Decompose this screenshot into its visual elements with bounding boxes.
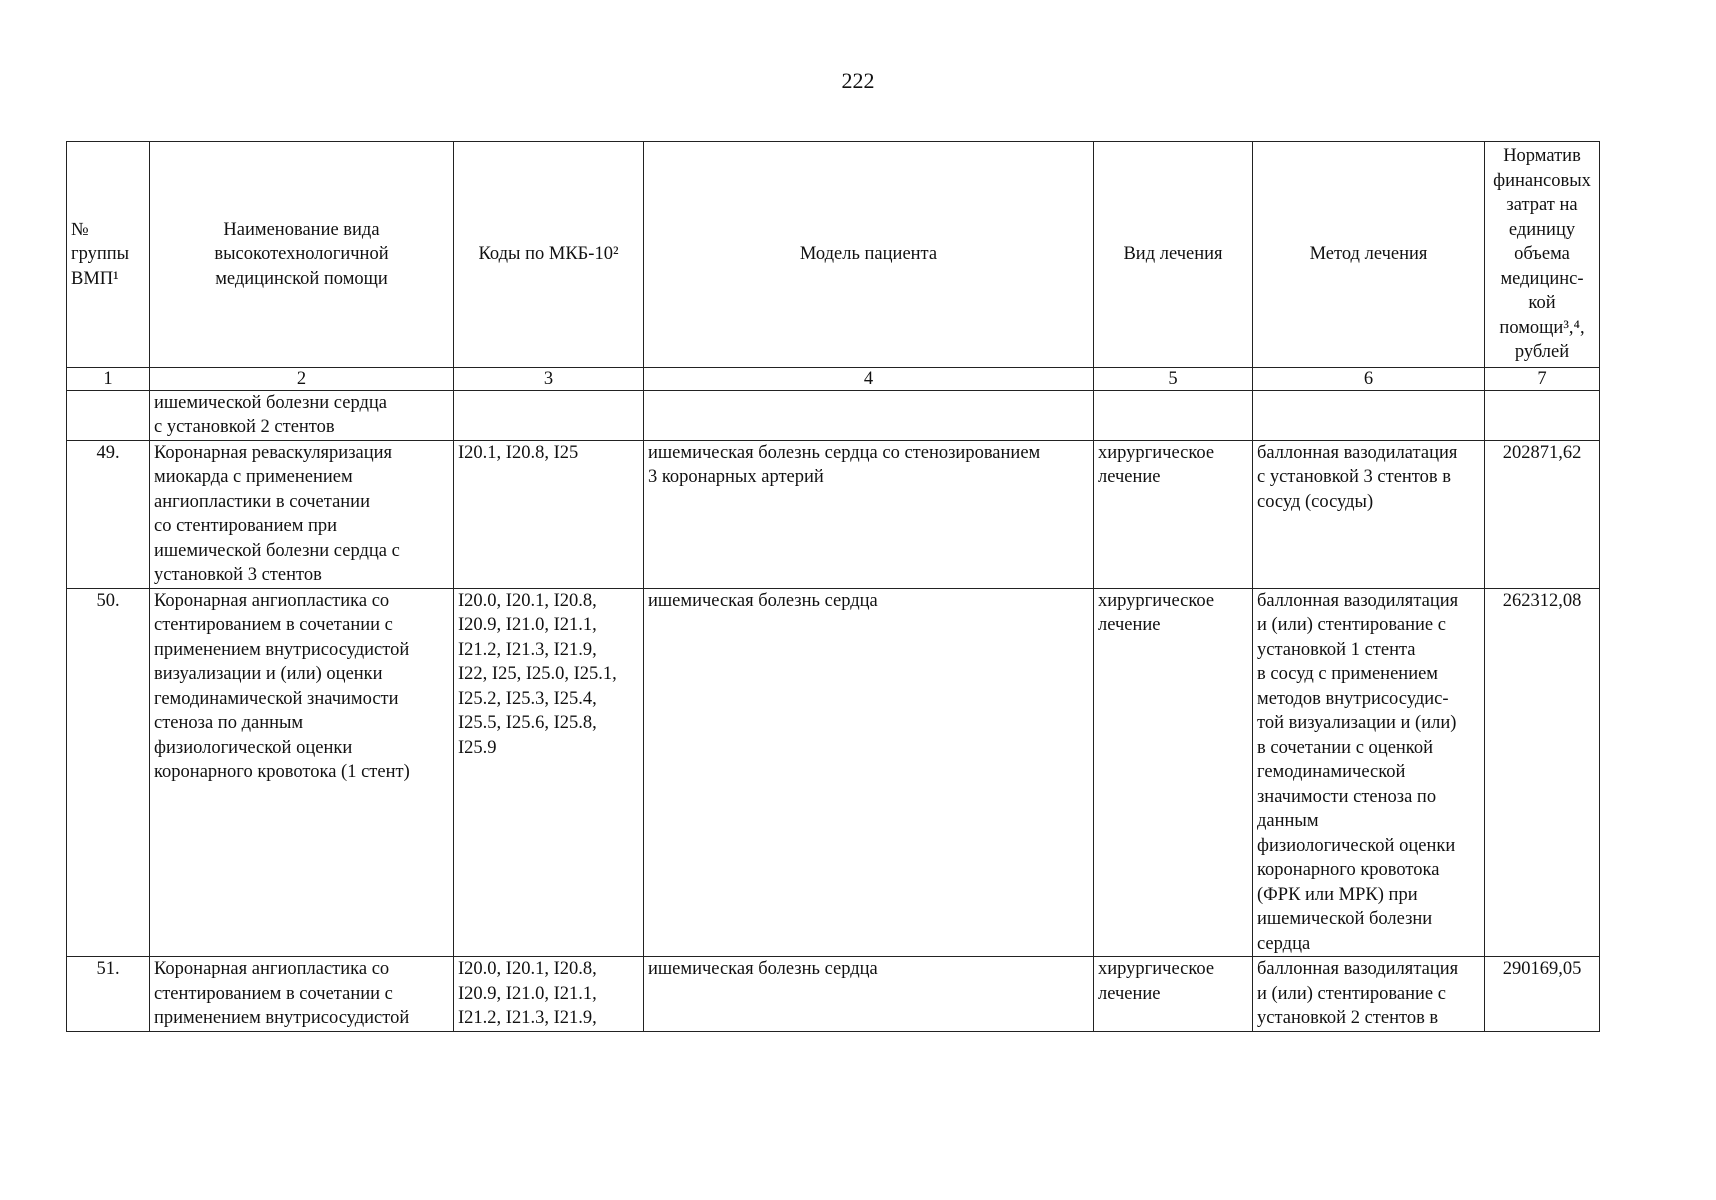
row-number: 50. — [67, 588, 150, 957]
row-icd-codes: I20.0, I20.1, I20.8, I20.9, I21.0, I21.1, I21.2, I21.3, I21.9, — [454, 957, 644, 1032]
header-cost-norm: Норматив финансовых затрат на единицу объема медицинс- кой помощи³,⁴, рублей — [1485, 142, 1600, 368]
column-number: 4 — [644, 367, 1094, 390]
row-treatment-type: хирургическое лечение — [1094, 957, 1253, 1032]
row-care-type-name: ишемической болезни сердца с установкой 2 стентов — [150, 390, 454, 440]
column-number-row — [67, 367, 1600, 390]
row-treatment-method: баллонная вазодилятация и (или) стентирование с установкой 2 стентов в — [1253, 957, 1485, 1032]
header-patient-model: Модель пациента — [644, 142, 1094, 368]
row-treatment-type — [1094, 390, 1253, 440]
row-cost: 202871,62 — [1485, 440, 1600, 588]
row-number: 49. — [67, 440, 150, 588]
column-number: 3 — [454, 367, 644, 390]
table-row — [67, 588, 1600, 957]
row-number — [67, 390, 150, 440]
table-row — [67, 390, 1600, 440]
header-icd-codes: Коды по МКБ-10² — [454, 142, 644, 368]
row-patient-model: ишемическая болезнь сердца — [644, 957, 1094, 1032]
row-treatment-method: баллонная вазодилятация и (или) стентирование с установкой 1 стента в сосуд с применением методов внутрисосудис- той визуализации и (или) в сочетании с оценкой гемодинамической значимости стеноза по данным физиологической оценки коронарного кровотока (ФРК или МРК) при ишемической болезни сердца — [1253, 588, 1485, 957]
row-treatment-type: хирургическое лечение — [1094, 588, 1253, 957]
vmp-table — [66, 141, 1600, 1032]
row-cost: 290169,05 — [1485, 957, 1600, 1032]
row-patient-model: ишемическая болезнь сердца со стенозированием 3 коронарных артерий — [644, 440, 1094, 588]
column-number: 1 — [67, 367, 150, 390]
column-number: 7 — [1485, 367, 1600, 390]
column-number: 5 — [1094, 367, 1253, 390]
row-care-type-name: Коронарная ангиопластика со стентированием в сочетании с применением внутрисосудистой — [150, 957, 454, 1032]
row-icd-codes: I20.1, I20.8, I25 — [454, 440, 644, 588]
row-number: 51. — [67, 957, 150, 1032]
row-cost — [1485, 390, 1600, 440]
table-row — [67, 957, 1600, 1032]
column-number: 2 — [150, 367, 454, 390]
row-cost: 262312,08 — [1485, 588, 1600, 957]
row-icd-codes: I20.0, I20.1, I20.8, I20.9, I21.0, I21.1, I21.2, I21.3, I21.9, I22, I25, I25.0, I25.1, I25.2, I25.3, I25.4, I25.5, I25.6, I25.8, I25.9 — [454, 588, 644, 957]
header-group-number: № группы ВМП¹ — [67, 142, 150, 368]
row-treatment-method: баллонная вазодилатация с установкой 3 стентов в сосуд (сосуды) — [1253, 440, 1485, 588]
column-number: 6 — [1253, 367, 1485, 390]
header-care-type-name: Наименование вида высокотехнологичной медицинской помощи — [150, 142, 454, 368]
row-treatment-method — [1253, 390, 1485, 440]
header-treatment-type: Вид лечения — [1094, 142, 1253, 368]
page-number: 222 — [841, 68, 875, 93]
header-row — [67, 142, 1600, 368]
row-treatment-type: хирургическое лечение — [1094, 440, 1253, 588]
table-row — [67, 440, 1600, 588]
row-care-type-name: Коронарная ангиопластика со стентированием в сочетании с применением внутрисосудистой визуализации и (или) оценки гемодинамической значимости стеноза по данным физиологической оценки коронарного кровотока (1 стент) — [150, 588, 454, 957]
row-patient-model — [644, 390, 1094, 440]
row-icd-codes — [454, 390, 644, 440]
row-patient-model: ишемическая болезнь сердца — [644, 588, 1094, 957]
header-treatment-method: Метод лечения — [1253, 142, 1485, 368]
row-care-type-name: Коронарная реваскуляризация миокарда с применением ангиопластики в сочетании со стентированием при ишемической болезни сердца с установкой 3 стентов — [150, 440, 454, 588]
